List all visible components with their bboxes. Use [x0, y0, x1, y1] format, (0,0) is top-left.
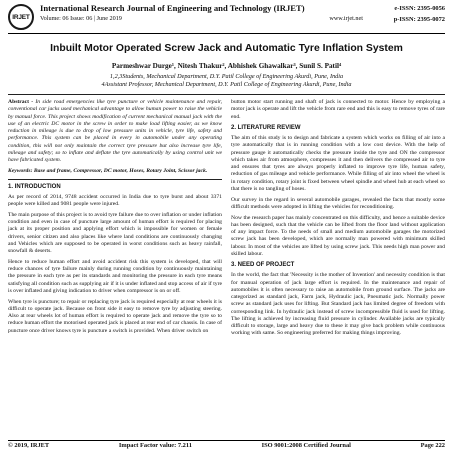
intro-paragraph: The main purpose of this project is to avoid tyre failure due to over inflation or under inflation condition and even in case of puncture large amount of human effort is required for placing jack at its proper position and applying effort which is impossible for women or female drivers, senior citizen and also places like where land conditions are continuously changing and Vehicles which are supposed to be operated in worst conditions such as heavy rainfall, snowfall & deserts. — [8, 211, 222, 254]
section-need-heading: 3. NEED OF PROJECT — [231, 262, 295, 268]
title-divider — [8, 94, 445, 95]
header-subline — [40, 14, 381, 23]
irjet-logo — [8, 4, 34, 30]
journal-title: International Research Journal of Engineering and Technology (IRJET) — [40, 3, 305, 13]
journal-header — [8, 3, 445, 34]
literature-paragraph: The aim of this study is to design and fabricate a system which works on filling of air into a tyre automatically that is in running condition with a low cost device. With the help of pressure gauge it automatically checks the pressure inside the tyre and ON the compressor which takes air from atmosphere, compresses it and then delivers the compressed air to tyre and ensures that tyres are always properly inflated to improve tyre life, human safety, reduction of gas mileage and vehicle performance. While filling of air into wheel the wheel is in rotary condition, rotary joint is fixed between wheel spindle and wheel hub at each wheel so that there is no tangling of hoses. — [231, 135, 445, 192]
logo-text: IRJET — [12, 13, 30, 21]
keywords-paragraph — [8, 168, 222, 175]
continued-paragraph: button motor start running and shaft of jack is connected to motor. Hence by employing a motor jack is operate and lift the vehicle from rare end and this is easy to remove tyres of rare end. — [231, 99, 445, 120]
right-column — [231, 99, 445, 341]
pissn: p-ISSN: 2395-0072 — [393, 16, 445, 23]
footer-iso: ISO 9001:2008 Certified Journal — [261, 442, 351, 449]
section-introduction-heading: 1. INTRODUCTION — [8, 183, 61, 190]
body-columns — [8, 99, 445, 341]
literature-paragraph: Now the research paper has mainly concentrated on this difficulty, and hence a suitable device has been designed, such that the vehicle can be lifted from the floor land without application of any impact force. To the needs of small and medium automobile garages the motorized screw jack has been developed, which are normally man powered with minimum skilled labour. In most of the vehicles are lifted by using screw jack. This needs high man power and skilled labour. — [231, 214, 445, 257]
keywords-text: Base and frame, Compressor, DC motor, Hoses, Rotary Joint, Scissor jack. — [33, 167, 208, 174]
need-paragraph: In the world, the fact that 'Necessity is the mother of Invention' and necessity condition is that for manual operation of jack large effort is required. In the maintenance and repair of automobiles it is often necessary to raise an automobile from ground surface. The jacks are categorized as standard jack, Farm jack, Hydraulic jack, Pneumatic jack. Normally power screw as standard jack uses for lifting. But Standard jack has limited degree of freedom with corresponding link. In hydraulic jack instead of screw incompressible fluid is used for lifting. The lifting is achieved by increasing fluid pressure in cylinder. Available jacks are typically difficult to storage, large and heavy due to these it may give back problem while continuous working with same. So engineering preferred for making things improving. — [231, 272, 445, 337]
abstract-text: In side road emergencies like tyre puncture or vehicle maintenance and repair, conventional car jacks used mechanical advantage to allow human power to raise the vehicle by manual force. This project shows modification of current mechanical manual jack with the use of an electric DC motor in the screw in order to make load lifting easier, as we know reduction in mileage is due to drop of low pressure units in vehicle, tyre life, safety and performance. This system can be placed in every in automobile under any operating condition, this will not only maintain the correct tyre pressure but also increase tyre life, mileage and safety; so to inflate and deflate the tyre automatically by using control unit we have fabricated system. — [8, 99, 222, 163]
literature-paragraph: Our survey in the regard in several automobile garages, revealed the facts that mostly some difficult methods were adopted in lifting the vehicles for reconditioning. — [231, 196, 445, 210]
paper-title: Inbuilt Motor Operated Screw Jack and Automatic Tyre Inflation System — [50, 43, 403, 54]
header-center — [40, 3, 381, 23]
left-column — [8, 99, 222, 341]
eissn: e-ISSN: 2395-0056 — [394, 5, 445, 12]
journal-footer — [8, 440, 445, 449]
issn-block — [381, 3, 445, 25]
section-literature-heading: 2. LITERATURE REVIEW — [231, 124, 301, 131]
keywords-label: Keywords: — [8, 167, 33, 174]
volume-issue: Volume: 06 Issue: 06 | June 2019 — [40, 15, 122, 22]
footer-page-number: Page 222 — [420, 442, 445, 449]
intro-paragraph: When tyre is puncture; to repair or replacing tyre jack is required especially at rear wheels it is difficult to operate jack. Because on front side it easy to remove tyre by adjusting steering. Also at rear wheels lot of human effort is required to operate jack and remove the tyre so to reduce human effort the motorised operated jack is placed at rear end of car chassis. In case of puncture once driver knows tyre is puncture a switch is provided. When driver switch on — [8, 298, 222, 334]
footer-impact-factor: Impact Factor value: 7.211 — [118, 442, 192, 449]
paper-authors: Parmeshwar Durge¹, Nitesh Thakur², Abhishek Ghawalkar³, Sunil S. Patil⁴ — [111, 62, 342, 70]
abstract-paragraph — [8, 99, 222, 164]
footer-copyright: © 2019, IRJET — [8, 442, 50, 449]
affiliation-professor: 4Assistant Professor, Mechanical Department, D.Y. Patil College of Engineering Akurdi, Pune, India — [101, 81, 352, 88]
intro-paragraph: Hence to reduce human effort and avoid accident risk this system is developed, that will reduce chances of tyre failure mainly during running condition by continuously maintaining the pressure in each tyre as per its standards and monitoring the pressure in each tyre means satisfying all condition such as supplying air if it is under inflated and stop access of air if tyre is over inflated and giving indication to driver when compressor is on or off. — [8, 258, 222, 294]
affiliation-students: 1,2,3Students, Mechanical Department, D.Y. Patil College of Engineering Akurdi, Pune, India — [109, 73, 344, 80]
intro-paragraph: As per record of 2014, 9748 accident occurred in India due to tyre burst and about 3371 people were killed and 9081 people were injured. — [8, 193, 222, 207]
journal-website[interactable]: www.irjet.net — [329, 15, 363, 22]
abstract-divider — [8, 179, 222, 180]
abstract-label: Abstract - — [8, 99, 34, 105]
